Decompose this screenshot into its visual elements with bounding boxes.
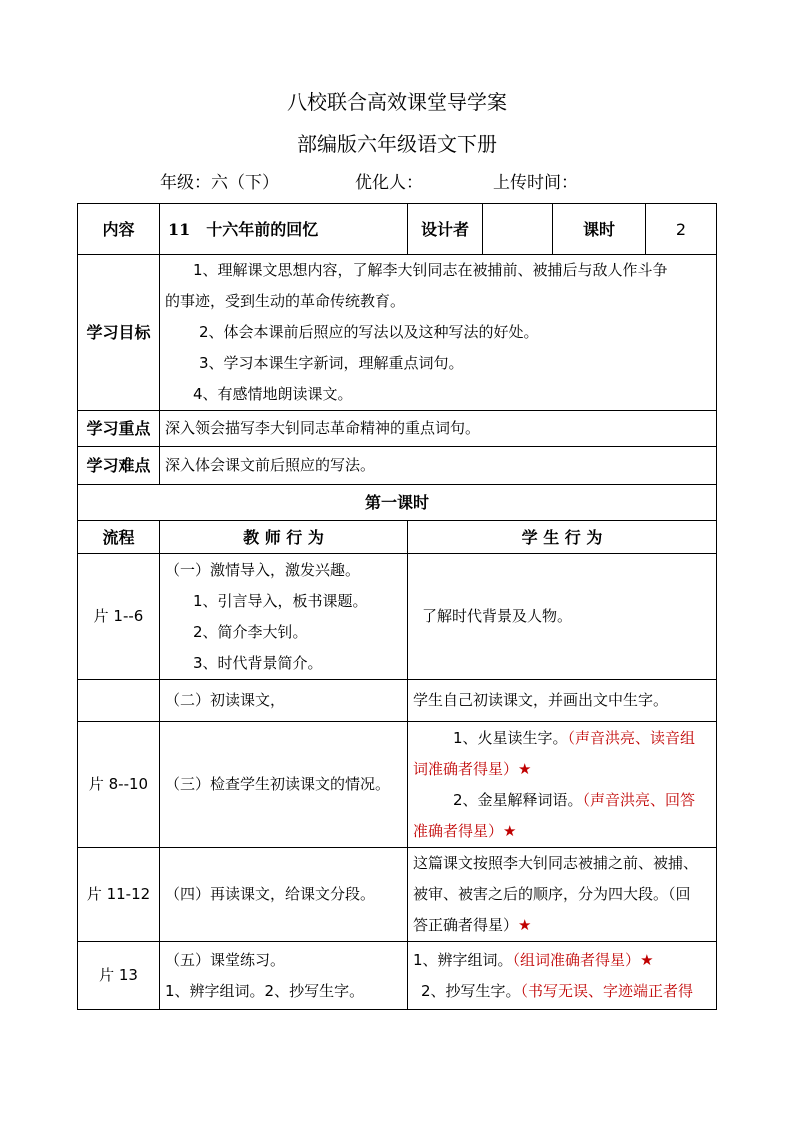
student-cell: 了解时代背景及人物。 [408,554,717,680]
teacher-cell [160,554,408,680]
table-row [78,554,717,680]
student-line [413,910,711,941]
student-line-text: 1、辨字组词。 [413,950,513,969]
star-icon: ★ [518,916,532,934]
teacher-cell: （二）初读课文， [160,680,408,722]
student-line-text: 2、金星解释词语。 [453,790,583,809]
teacher-cell: （四）再读课文，给课文分段。 [160,848,408,942]
student-line: 被审、被害之后的顺序，分为四大段。（回 [413,885,691,903]
flow-cell [78,680,160,722]
teacher-header: 教 师 行 为 [160,521,408,554]
student-cell [408,848,717,942]
page-title: 八校联合高效课堂导学案 [287,90,507,114]
difficulties-text: 深入体会课文前后照应的写法。 [160,447,717,485]
flow-cell: 片 8--10 [78,722,160,848]
teacher-line: （一）激情导入，激发兴趣。 [165,560,361,579]
goal-item: 3、学习本课生字新词，理解重点词句。 [199,354,464,372]
student-line [413,976,711,1007]
page-subtitle: 部编版六年级语文下册 [297,132,497,156]
student-cell [408,722,717,848]
flow-cell: 片 13 [78,942,160,1010]
scoring-note: （声音洪亮、读音组 [567,728,696,747]
flow-cell: 片 11-12 [78,848,160,942]
difficulties-label: 学习难点 [78,447,160,485]
table-row [78,942,717,1010]
designer-value [483,204,553,255]
student-line [413,785,711,816]
goals-content [160,255,717,411]
designer-label: 设计者 [408,204,483,255]
teacher-line: （五）课堂练习。 [165,950,286,969]
teacher-cell [160,942,408,1010]
teacher-line: 3、时代背景简介。 [193,653,323,672]
section-row [78,485,717,521]
period-label: 课时 [553,204,646,255]
key-points-label: 学习重点 [78,411,160,447]
scoring-note: （声音洪亮、回答 [582,790,696,809]
lesson-plan-table [77,203,717,1010]
info-row [78,204,717,255]
goal-item: 2、体会本课前后照应的写法以及这种写法的好处。 [199,323,539,341]
student-line [413,816,711,847]
student-line-text: 2、抄写生字。 [421,981,521,1000]
student-cell: 学生自己初读课文，并画出文中生字。 [408,680,717,722]
column-header-row [78,521,717,554]
key-points-text: 深入领会描写李大钊同志革命精神的重点词句。 [160,411,717,447]
lesson-title: 11 十六年前的回忆 [160,204,408,255]
difficulties-row [78,447,717,485]
star-icon: ★ [503,821,517,840]
teacher-line: 1、辨字组词。2、抄写生字。 [165,981,365,1000]
scoring-note: 准确者得星） [413,821,504,840]
grade-label: 年级：六（下） [160,173,279,193]
goal-item: 4、有感情地朗读课文。 [193,385,353,403]
student-cell [408,942,717,1010]
scoring-note: 词准确者得星） [413,759,519,778]
scoring-note: （书写无误、字迹端正者得 [520,981,694,1000]
key-points-row [78,411,717,447]
student-line-text: 1、火星读生字。 [453,728,568,747]
goals-label: 学习目标 [78,255,160,411]
table-row [78,722,717,848]
student-line [413,723,711,754]
flow-header: 流程 [78,521,160,554]
content-label: 内容 [78,204,160,255]
teacher-line: 1、引言导入，板书课题。 [193,591,368,610]
student-line: 这篇课文按照李大钊同志被捕之前、被捕、 [413,854,699,872]
student-line [413,754,711,785]
section-title: 第一课时 [78,485,717,521]
goal-item: 的事迹，受到生动的革命传统教育。 [165,292,406,310]
upload-time-label: 上传时间： [493,173,578,193]
table-row [78,680,717,722]
scoring-note: （组词准确者得星） [512,950,641,969]
teacher-cell: （三）检查学生初读课文的情况。 [160,722,408,848]
star-icon: ★ [640,950,654,969]
goal-item: 1、理解课文思想内容，了解李大钊同志在被捕前、被捕后与敌人作斗争 [193,261,668,279]
student-line-text: 答正确者得星） [413,916,519,934]
period-value: 2 [646,204,717,255]
star-icon: ★ [518,759,532,778]
table-row [78,848,717,942]
student-header: 学 生 行 为 [408,521,717,554]
goals-row [78,255,717,411]
teacher-line: 2、简介李大钊。 [193,622,308,641]
student-line [413,945,711,976]
optimizer-label: 优化人： [355,173,423,193]
flow-cell: 片 1--6 [78,554,160,680]
